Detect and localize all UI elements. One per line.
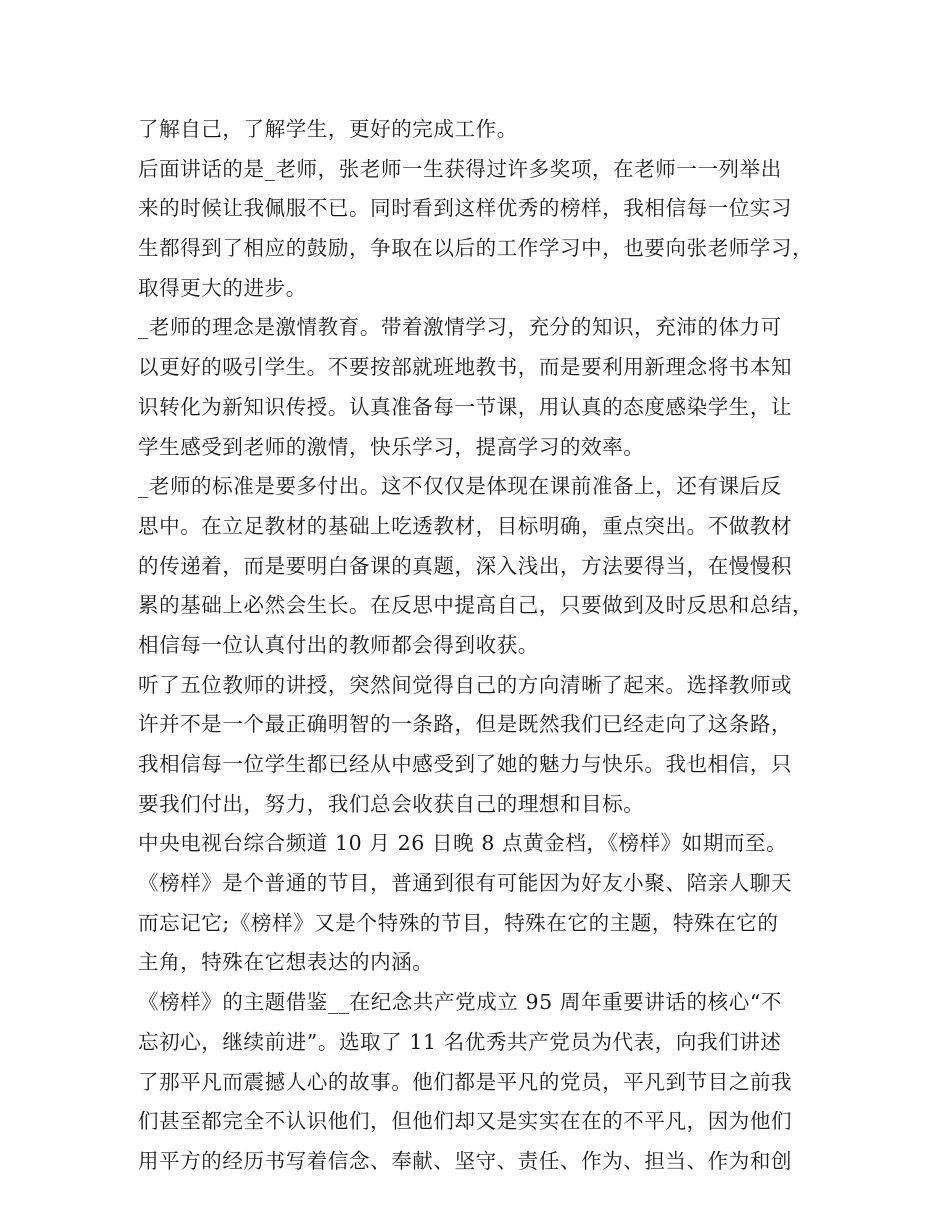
text-line: 而忘记它;《榜样》又是个特殊的节目，特殊在它的主题，特殊在它的 xyxy=(138,910,779,935)
text-line: 生都得到了相应的鼓励，争取在以后的工作学习中，也要向张老师学习， xyxy=(138,236,814,261)
text-line: 许并不是一个最正确明智的一条路，但是既然我们已经走向了这条路， xyxy=(138,712,793,737)
text-line: 相信每一位认真付出的教师都会得到收获。 xyxy=(138,632,539,657)
text-line: 后面讲话的是_老师，张老师一生获得过许多奖项，在老师一一列举出 xyxy=(138,156,782,181)
text-line: 累的基础上必然会生长。在反思中提高自己，只要做到及时反思和总结， xyxy=(138,593,814,618)
text-line: 用平方的经历书写着信念、奉献、坚守、责任、作为、担当、作为和创 xyxy=(138,1148,793,1173)
text-line: 了那平凡而震撼人心的故事。他们都是平凡的党员，平凡到节目之前我 xyxy=(138,1069,793,1094)
text-line: 识转化为新知识传授。认真准备每一节课，用认真的态度感染学生，让 xyxy=(138,394,793,419)
text-line: 《榜样》是个普通的节目，普通到很有可能因为好友小聚、陪亲人聊天 xyxy=(138,871,793,896)
text-line: 要我们付出，努力，我们总会收获自己的理想和目标。 xyxy=(138,791,645,816)
text-line: 忘初心，继续前进”。选取了 11 名优秀共产党员为代表，向我们讲述 xyxy=(138,1029,782,1054)
text-line: 们甚至都完全不认识他们，但他们却又是实实在在的不平凡，因为他们 xyxy=(138,1109,793,1134)
text-line: _老师的理念是激情教育。带着激情学习，充分的知识，充沛的体力可 xyxy=(138,315,782,340)
text-line: 思中。在立足教材的基础上吃透教材，目标明确，重点突出。不做教材 xyxy=(138,513,793,538)
text-line: 来的时候让我佩服不已。同时看到这样优秀的榜样，我相信每一位实习 xyxy=(138,196,793,221)
text-line: 取得更大的进步。 xyxy=(138,275,307,300)
text-line: 以更好的吸引学生。不要按部就班地教书，而是要利用新理念将书本知 xyxy=(138,355,793,380)
text-line: 中央电视台综合频道 10 月 26 日晚 8 点黄金档，《榜样》如期而至。 xyxy=(138,831,788,856)
text-line: 听了五位教师的讲授，突然间觉得自己的方向清晰了起来。选择教师或 xyxy=(138,672,793,697)
text-line: 学生感受到老师的激情，快乐学习，提高学习的效率。 xyxy=(138,434,645,459)
document-body xyxy=(138,110,828,1182)
text-line: 《榜样》的主题借鉴__在纪念共产党成立 95 周年重要讲话的核心“不 xyxy=(138,990,782,1015)
text-line: 了解自己，了解学生，更好的完成工作。 xyxy=(138,117,518,141)
text-line: 的传递着，而是要明白备课的真题，深入浅出，方法要得当，在慢慢积 xyxy=(138,553,793,578)
text-line: _老师的标准是要多付出。这不仅仅是体现在课前准备上，还有课后反 xyxy=(138,474,782,499)
text-line: 我相信每一位学生都已经从中感受到了她的魅力与快乐。我也相信，只 xyxy=(138,752,793,776)
text-line: 主角，特殊在它想表达的内涵。 xyxy=(138,950,434,975)
